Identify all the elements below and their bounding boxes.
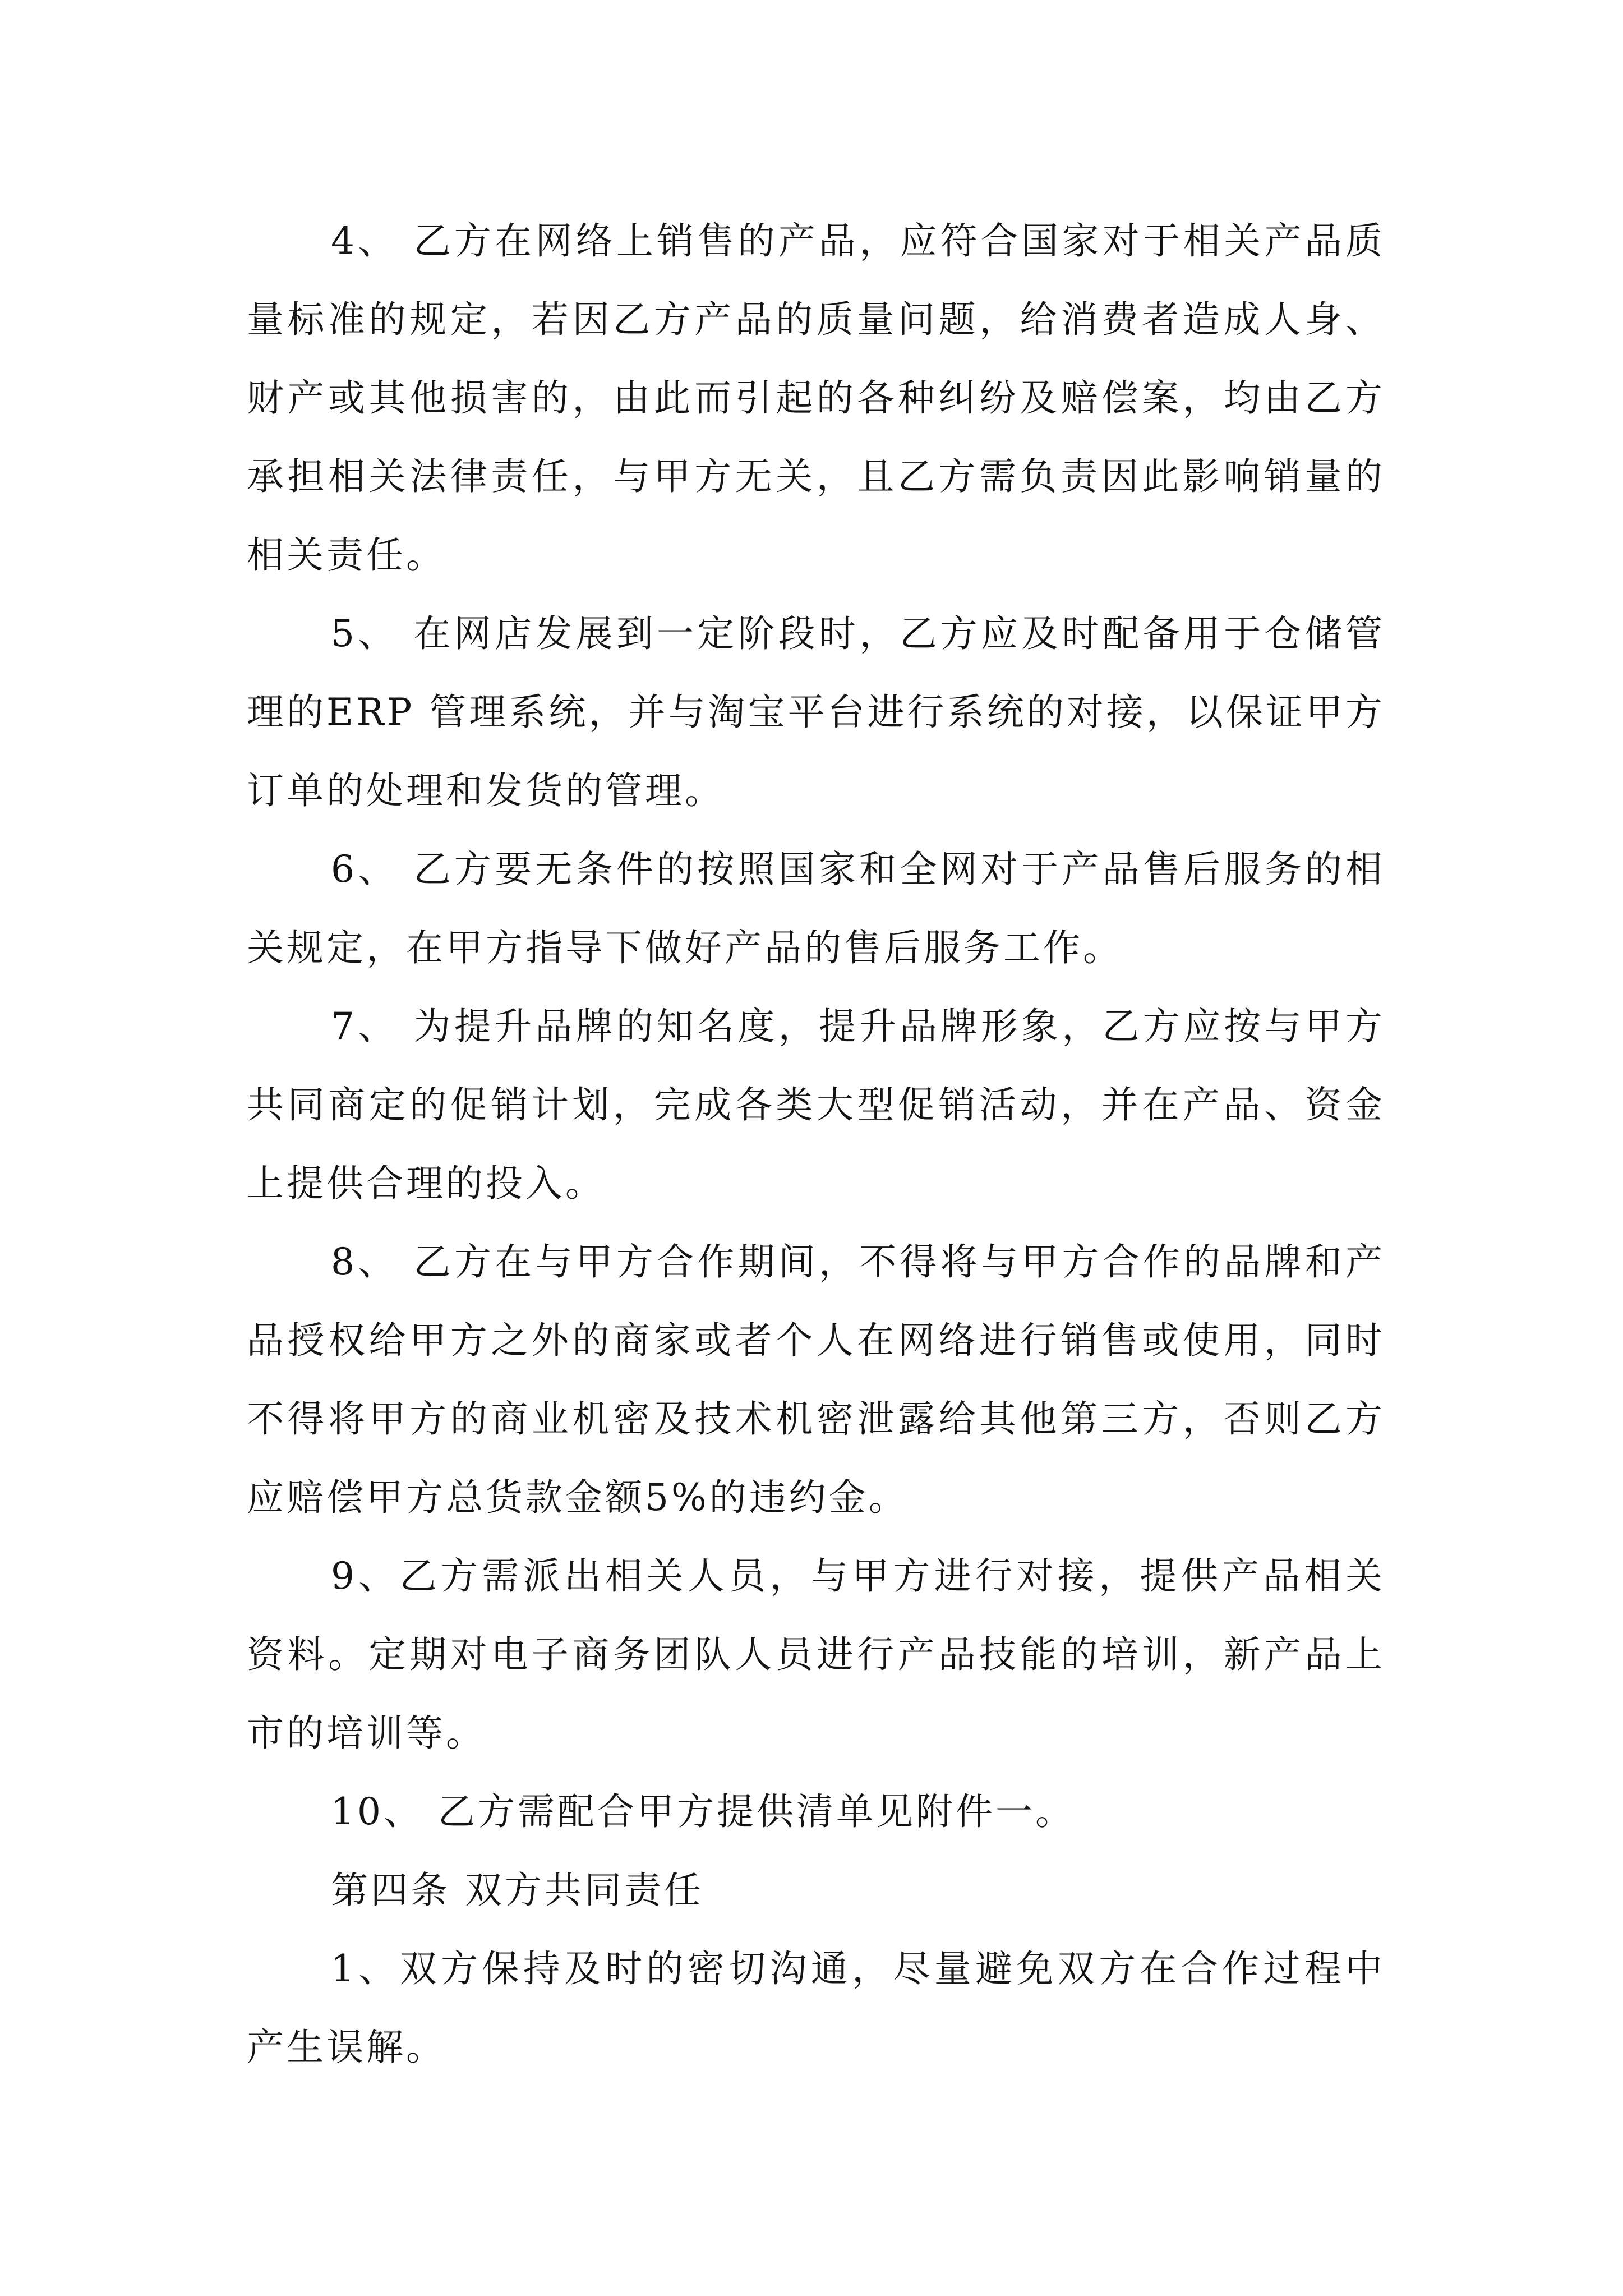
clause-5-paragraph: 5、 在网店发展到一定阶段时，乙方应及时配备用于仓储管理的ERP 管理系统，并与淘宝平台进行系统的对接，以保证甲方订单的处理和发货的管理。 [247, 612, 1385, 812]
clause-4-paragraph: 4、 乙方在网络上销售的产品，应符合国家对于相关产品质量标准的规定，若因乙方产品的质量问题，给消费者造成人身、财产或其他损害的，由此而引起的各种纠纷及赔偿案，均由乙方承担相关法律责任，与甲方无关，且乙方需负责因此影响销量的相关责任。 [247, 219, 1385, 577]
article-4-clause-1-paragraph: 1、双方保持及时的密切沟通，尽量避免双方在合作过程中产生误解。 [247, 1947, 1385, 2069]
clause-6-paragraph: 6、 乙方要无条件的按照国家和全网对于产品售后服务的相关规定，在甲方指导下做好产品的售后服务工作。 [247, 848, 1385, 969]
clause-8-paragraph: 8、 乙方在与甲方合作期间，不得将与甲方合作的品牌和产品授权给甲方之外的商家或者个人在网络进行销售或使用，同时不得将甲方的商业机密及技术机密泄露给其他第三方，否则乙方应赔偿甲方总货款金额5%的违约金。 [247, 1240, 1385, 1519]
article-4-heading: 第四条 双方共同责任 [331, 1869, 704, 1912]
clause-10-paragraph: 10、 乙方需配合甲方提供清单见附件一。 [331, 1790, 1075, 1833]
clause-7-paragraph: 7、 为提升品牌的知名度，提升品牌形象，乙方应按与甲方共同商定的促销计划，完成各类大型促销活动，并在产品、资金上提供合理的投入。 [247, 1005, 1385, 1205]
document-body [247, 202, 1385, 2087]
clause-9-paragraph: 9、乙方需派出相关人员，与甲方进行对接，提供产品相关资料。定期对电子商务团队人员进行产品技能的培训，新产品上市的培训等。 [247, 1554, 1385, 1755]
